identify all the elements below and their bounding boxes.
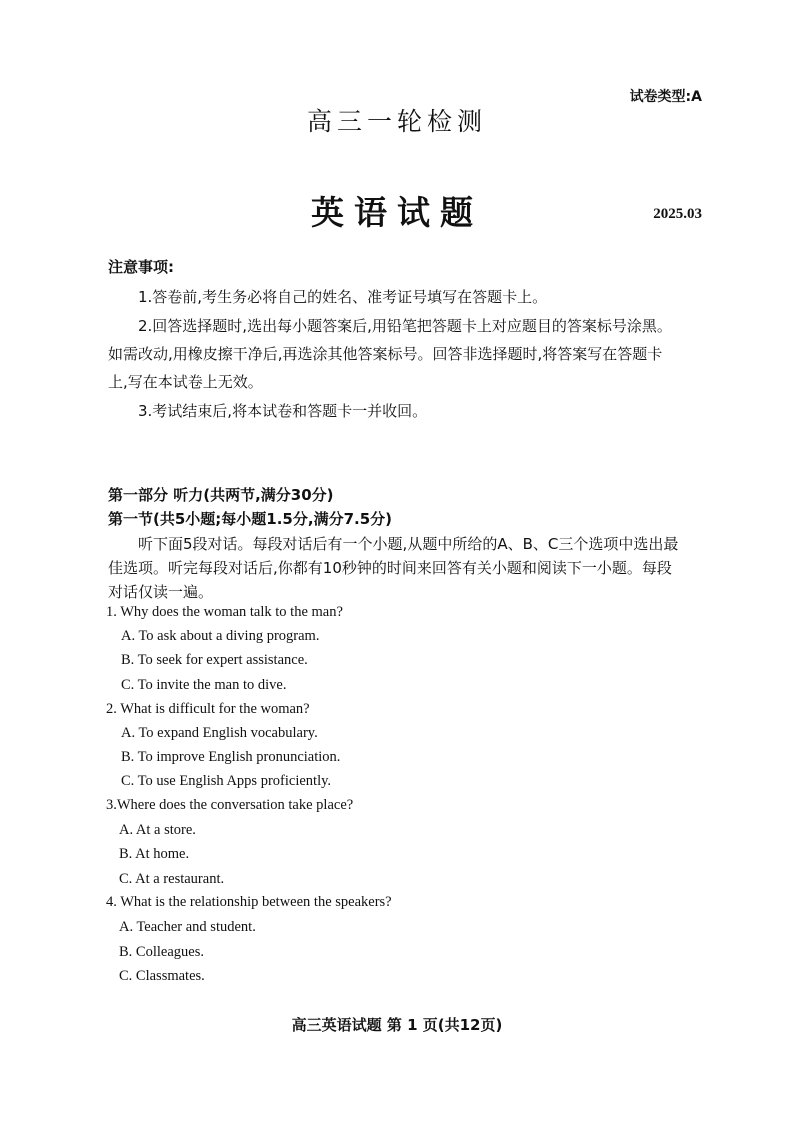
- question-3: 3.Where does the conversation take place?: [106, 797, 354, 813]
- question-4: 4. What is the relationship between the speakers?: [106, 894, 392, 910]
- notice-item-2-line-3: 上,写在本试卷上无效。: [108, 373, 263, 391]
- question-1-option-c: C. To invite the man to dive.: [121, 677, 287, 693]
- question-1-option-b: B. To seek for expert assistance.: [121, 652, 308, 668]
- question-1-option-a: A. To ask about a diving program.: [121, 628, 320, 644]
- question-4-option-c: C. Classmates.: [119, 968, 205, 984]
- question-4-option-a: A. Teacher and student.: [119, 919, 256, 935]
- paper-type-label: 试卷类型:A: [629, 89, 702, 105]
- question-2-option-a: A. To expand English vocabulary.: [121, 725, 318, 741]
- question-2: 2. What is difficult for the woman?: [106, 701, 310, 717]
- section1-title: 第一节(共5小题;每小题1.5分,满分7.5分): [108, 510, 392, 528]
- exam-title: 高三一轮检测: [306, 107, 487, 136]
- instruction-line-2: 佳选项。听完每段对话后,你都有10秒钟的时间来回答有关小题和阅读下一小题。每段: [108, 559, 672, 577]
- notice-item-1: 1.答卷前,考生务必将自己的姓名、准考证号填写在答题卡上。: [138, 288, 548, 306]
- notice-heading: 注意事项:: [108, 258, 174, 276]
- question-4-option-b: B. Colleagues.: [119, 944, 204, 960]
- notice-item-2-line-1: 2.回答选择题时,选出每小题答案后,用铅笔把答题卡上对应题目的答案标号涂黑。: [138, 317, 672, 335]
- question-1: 1. Why does the woman talk to the man?: [106, 604, 343, 620]
- part1-title: 第一部分 听力(共两节,满分30分): [108, 486, 334, 504]
- question-3-option-a: A. At a store.: [119, 822, 196, 838]
- exam-date: 2025.03: [653, 206, 702, 222]
- notice-item-2-line-2: 如需改动,用橡皮擦干净后,再选涂其他答案标号。回答非选择题时,将答案写在答题卡: [108, 345, 663, 363]
- question-2-option-b: B. To improve English pronunciation.: [121, 749, 341, 765]
- question-3-option-c: C. At a restaurant.: [119, 871, 225, 887]
- question-2-option-c: C. To use English Apps proficiently.: [121, 773, 332, 789]
- page-footer: 高三英语试题 第 1 页(共12页): [291, 1016, 503, 1034]
- instruction-line-3: 对话仅读一遍。: [108, 583, 214, 601]
- subject-title: 英语试题: [311, 193, 483, 232]
- question-3-option-b: B. At home.: [119, 846, 190, 862]
- notice-item-3: 3.考试结束后,将本试卷和答题卡一并收回。: [138, 402, 428, 420]
- instruction-line-1: 听下面5段对话。每段对话后有一个小题,从题中所给的A、B、C三个选项中选出最: [138, 535, 679, 553]
